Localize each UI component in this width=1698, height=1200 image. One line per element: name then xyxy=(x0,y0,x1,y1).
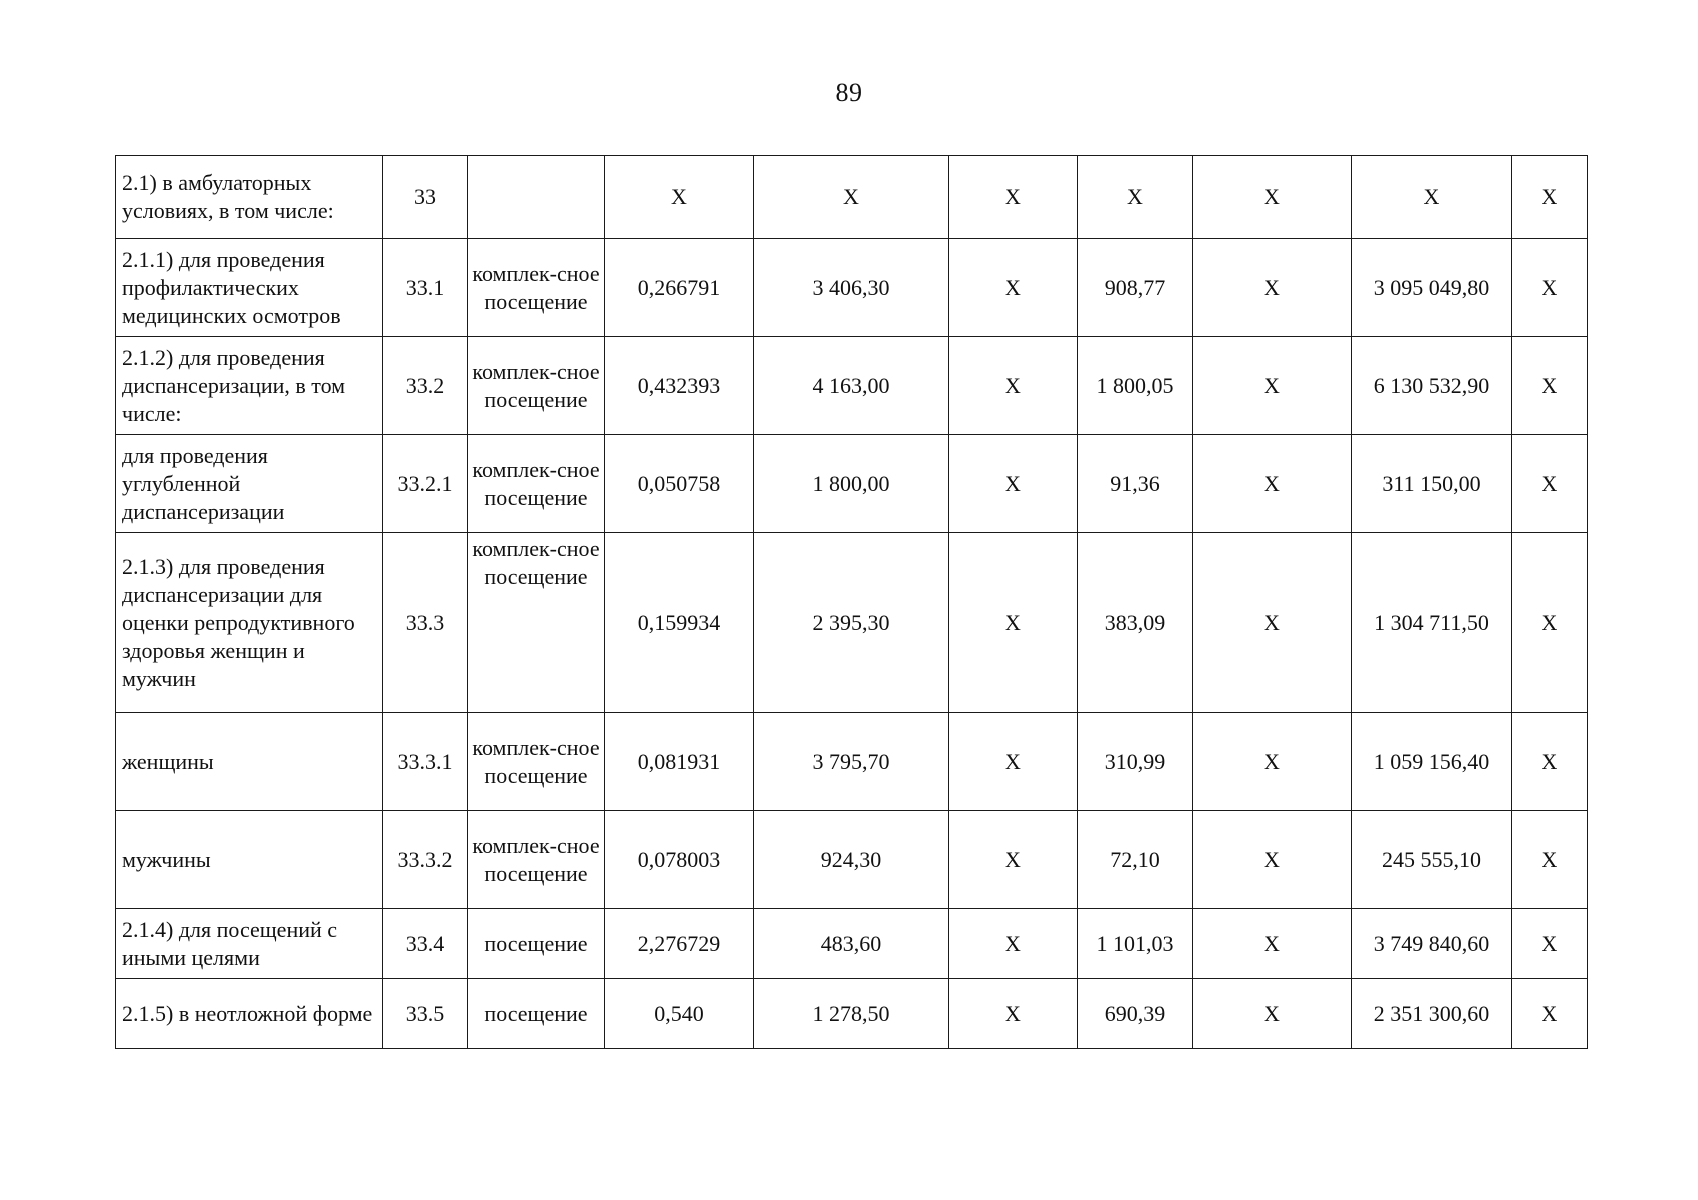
row-value-cell: 0,159934 xyxy=(605,533,754,713)
row-value-cell: 1 101,03 xyxy=(1078,909,1193,979)
row-value-cell: 908,77 xyxy=(1078,239,1193,337)
row-value-cell: 924,30 xyxy=(754,811,949,909)
row-code-cell: 33.2.1 xyxy=(383,435,468,533)
row-unit-cell: комплек-сное посещение xyxy=(468,337,605,435)
row-name-cell: 2.1.3) для проведения диспансеризации для оценки репродуктивного здоровья женщин и мужчин xyxy=(116,533,383,713)
row-value-cell: X xyxy=(949,713,1078,811)
row-value-cell: X xyxy=(949,435,1078,533)
row-value-cell: 2 351 300,60 xyxy=(1352,979,1512,1049)
row-value-cell: 2,276729 xyxy=(605,909,754,979)
row-name-cell: 2.1.1) для проведения профилактических медицинских осмотров xyxy=(116,239,383,337)
row-unit-cell: комплек-сное посещение xyxy=(468,239,605,337)
row-value-cell: 1 800,00 xyxy=(754,435,949,533)
row-value-cell: 0,050758 xyxy=(605,435,754,533)
row-value-cell: X xyxy=(1193,713,1352,811)
page-number: 89 xyxy=(835,78,863,107)
row-value-cell: X xyxy=(1512,239,1588,337)
row-value-cell: 0,432393 xyxy=(605,337,754,435)
row-value-cell: 690,39 xyxy=(1078,979,1193,1049)
table-row xyxy=(116,156,1588,239)
row-value-cell: X xyxy=(1193,435,1352,533)
row-value-cell: X xyxy=(1512,533,1588,713)
row-value-cell: 2 395,30 xyxy=(754,533,949,713)
row-name-cell: 2.1.4) для посещений с иными целями xyxy=(116,909,383,979)
row-value-cell: X xyxy=(949,337,1078,435)
row-value-cell: 91,36 xyxy=(1078,435,1193,533)
row-code-cell: 33.4 xyxy=(383,909,468,979)
row-name-cell: женщины xyxy=(116,713,383,811)
row-value-cell: X xyxy=(949,156,1078,239)
row-value-cell: X xyxy=(949,811,1078,909)
row-value-cell: 1 800,05 xyxy=(1078,337,1193,435)
row-value-cell: X xyxy=(949,239,1078,337)
row-value-cell: 3 795,70 xyxy=(754,713,949,811)
row-value-cell: X xyxy=(1512,156,1588,239)
row-value-cell: X xyxy=(754,156,949,239)
row-code-cell: 33.3.2 xyxy=(383,811,468,909)
row-value-cell: 3 406,30 xyxy=(754,239,949,337)
row-code-cell: 33.5 xyxy=(383,979,468,1049)
row-value-cell: 6 130 532,90 xyxy=(1352,337,1512,435)
row-name-cell: 2.1.2) для проведения диспансеризации, в том числе: xyxy=(116,337,383,435)
row-value-cell: 3 095 049,80 xyxy=(1352,239,1512,337)
row-value-cell: X xyxy=(1193,156,1352,239)
row-value-cell: 0,081931 xyxy=(605,713,754,811)
row-value-cell: X xyxy=(1193,533,1352,713)
row-unit-cell: комплек-сное посещение xyxy=(468,435,605,533)
row-value-cell: X xyxy=(605,156,754,239)
row-unit-cell: посещение xyxy=(468,909,605,979)
row-value-cell: X xyxy=(1078,156,1193,239)
row-value-cell: 4 163,00 xyxy=(754,337,949,435)
row-value-cell: X xyxy=(1193,909,1352,979)
row-value-cell: X xyxy=(1512,909,1588,979)
row-value-cell: 310,99 xyxy=(1078,713,1193,811)
row-value-cell: 0,266791 xyxy=(605,239,754,337)
table-row xyxy=(116,979,1588,1049)
table-row xyxy=(116,239,1588,337)
row-value-cell: X xyxy=(1193,239,1352,337)
row-value-cell: 0,078003 xyxy=(605,811,754,909)
row-value-cell: 1 059 156,40 xyxy=(1352,713,1512,811)
row-value-cell: X xyxy=(1193,811,1352,909)
table-row xyxy=(116,337,1588,435)
row-value-cell: 1 304 711,50 xyxy=(1352,533,1512,713)
row-name-cell: 2.1) в амбулаторных условиях, в том числе: xyxy=(116,156,383,239)
row-code-cell: 33.1 xyxy=(383,239,468,337)
table-row xyxy=(116,435,1588,533)
row-value-cell: 72,10 xyxy=(1078,811,1193,909)
row-code-cell: 33.3.1 xyxy=(383,713,468,811)
row-value-cell: X xyxy=(1512,435,1588,533)
row-value-cell: X xyxy=(1512,337,1588,435)
row-unit-cell: посещение xyxy=(468,979,605,1049)
row-unit-cell xyxy=(468,156,605,239)
row-name-cell: 2.1.5) в неотложной форме xyxy=(116,979,383,1049)
table-row xyxy=(116,713,1588,811)
row-name-cell: для проведения углубленной диспансеризации xyxy=(116,435,383,533)
row-unit-cell: комплек-сное посещение xyxy=(468,713,605,811)
table-row xyxy=(116,909,1588,979)
row-code-cell: 33.2 xyxy=(383,337,468,435)
row-value-cell: 483,60 xyxy=(754,909,949,979)
row-value-cell: 383,09 xyxy=(1078,533,1193,713)
row-value-cell: 311 150,00 xyxy=(1352,435,1512,533)
row-value-cell: X xyxy=(1193,337,1352,435)
row-value-cell: 0,540 xyxy=(605,979,754,1049)
row-value-cell: 245 555,10 xyxy=(1352,811,1512,909)
row-value-cell: X xyxy=(949,979,1078,1049)
table-row xyxy=(116,811,1588,909)
row-value-cell: X xyxy=(1352,156,1512,239)
table-row xyxy=(116,533,1588,713)
row-value-cell: 1 278,50 xyxy=(754,979,949,1049)
row-name-cell: мужчины xyxy=(116,811,383,909)
row-value-cell: X xyxy=(1512,713,1588,811)
row-value-cell: X xyxy=(949,533,1078,713)
row-code-cell: 33.3 xyxy=(383,533,468,713)
row-code-cell: 33 xyxy=(383,156,468,239)
row-value-cell: X xyxy=(1512,979,1588,1049)
row-value-cell: 3 749 840,60 xyxy=(1352,909,1512,979)
row-unit-cell: комплек-сное посещение xyxy=(468,533,605,713)
row-value-cell: X xyxy=(1512,811,1588,909)
data-table xyxy=(115,155,1588,1049)
row-value-cell: X xyxy=(949,909,1078,979)
row-value-cell: X xyxy=(1193,979,1352,1049)
row-unit-cell: комплек-сное посещение xyxy=(468,811,605,909)
